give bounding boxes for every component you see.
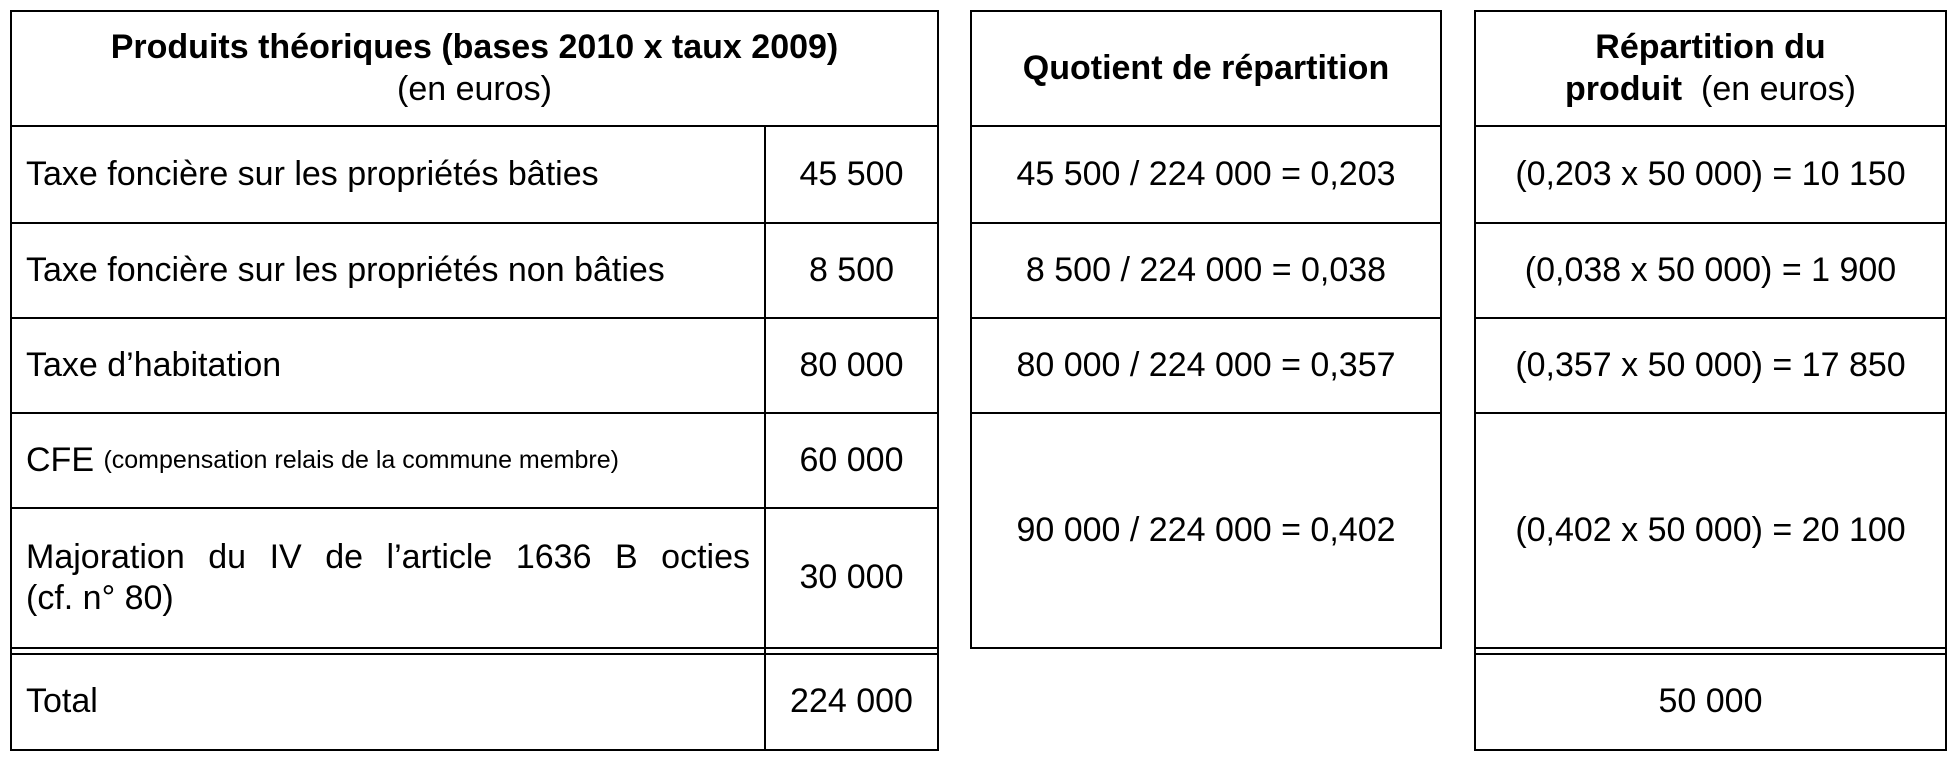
total-label-text: Total (26, 682, 98, 721)
quotient-cell (972, 224, 1440, 317)
middle-table-border-right (1440, 10, 1442, 649)
distribution-text: (0,402 x 50 000) = 20 100 (1515, 510, 1906, 549)
middle-header-title: Quotient de répartition (1022, 48, 1390, 87)
table-row-label (12, 224, 764, 317)
row-label-note: (compensation relais de la commune membre) (103, 446, 619, 475)
distribution-text: (0,357 x 50 000) = 17 850 (1515, 345, 1906, 384)
total-value-text: 224 000 (790, 682, 913, 721)
right-table-border-right (1945, 10, 1947, 751)
quotient-text: 90 000 / 224 000 = 0,402 (1016, 510, 1396, 549)
quotient-text: 45 500 / 224 000 = 0,203 (1016, 154, 1396, 193)
distribution-cell (1476, 224, 1945, 317)
row-value-text: 8 500 (808, 250, 895, 289)
right-header-line1: Répartition du (1595, 28, 1826, 67)
total-label (12, 655, 764, 749)
quotient-cell (972, 319, 1440, 412)
right-table-double-line (1474, 647, 1947, 649)
left-table-border-bottom (10, 749, 939, 751)
row-label-text: Majoration du IV de l’article 1636 B octies (26, 537, 750, 576)
right-table-border-bottom (1474, 749, 1947, 751)
table-row-value (766, 414, 937, 507)
distribution-total-text: 50 000 (1658, 682, 1763, 721)
row-value-text: 60 000 (799, 440, 904, 479)
table-row-value (766, 127, 937, 222)
distribution-cell (1476, 414, 1945, 647)
left-table-border-right (937, 10, 939, 751)
row-label-text-line2: (cf. n° 80) (26, 579, 174, 617)
row-value-text: 45 500 (799, 154, 904, 193)
right-header-subtitle: (en euros) (1701, 69, 1856, 108)
middle-table-header (972, 12, 1440, 125)
distribution-total (1476, 655, 1945, 749)
row-value-text: 80 000 (799, 345, 904, 384)
left-table-double-line (10, 647, 939, 649)
row-label-text: Taxe foncière sur les propriétés non bâties (26, 250, 665, 289)
quotient-cell (972, 127, 1440, 222)
left-table-header (12, 12, 937, 125)
quotient-text: 80 000 / 224 000 = 0,357 (1016, 345, 1396, 384)
row-label-text: CFE (26, 440, 94, 479)
table-row-label (12, 414, 764, 507)
left-header-title: Produits théoriques (bases 2010 x taux 2009) (110, 28, 839, 67)
left-header-subtitle: (en euros) (397, 69, 552, 108)
table-row-label (12, 509, 764, 647)
table-row-value (766, 224, 937, 317)
table-row-value (766, 509, 937, 647)
quotient-cell (972, 414, 1440, 647)
table-row-value (766, 319, 937, 412)
table-row-label (12, 127, 764, 222)
total-value (766, 655, 937, 749)
distribution-cell (1476, 319, 1945, 412)
row-label-text: Taxe d’habitation (26, 345, 282, 384)
distribution-cell (1476, 127, 1945, 222)
row-label-text: Taxe foncière sur les propriétés bâties (26, 154, 599, 193)
distribution-text: (0,038 x 50 000) = 1 900 (1524, 250, 1897, 289)
row-value-text: 30 000 (799, 558, 904, 597)
table-row-label (12, 319, 764, 412)
right-header-line2: produit (1565, 69, 1683, 108)
middle-table-border-bottom (970, 647, 1442, 649)
quotient-text: 8 500 / 224 000 = 0,038 (1025, 250, 1387, 289)
right-table-header (1476, 12, 1945, 125)
distribution-text: (0,203 x 50 000) = 10 150 (1515, 154, 1906, 193)
